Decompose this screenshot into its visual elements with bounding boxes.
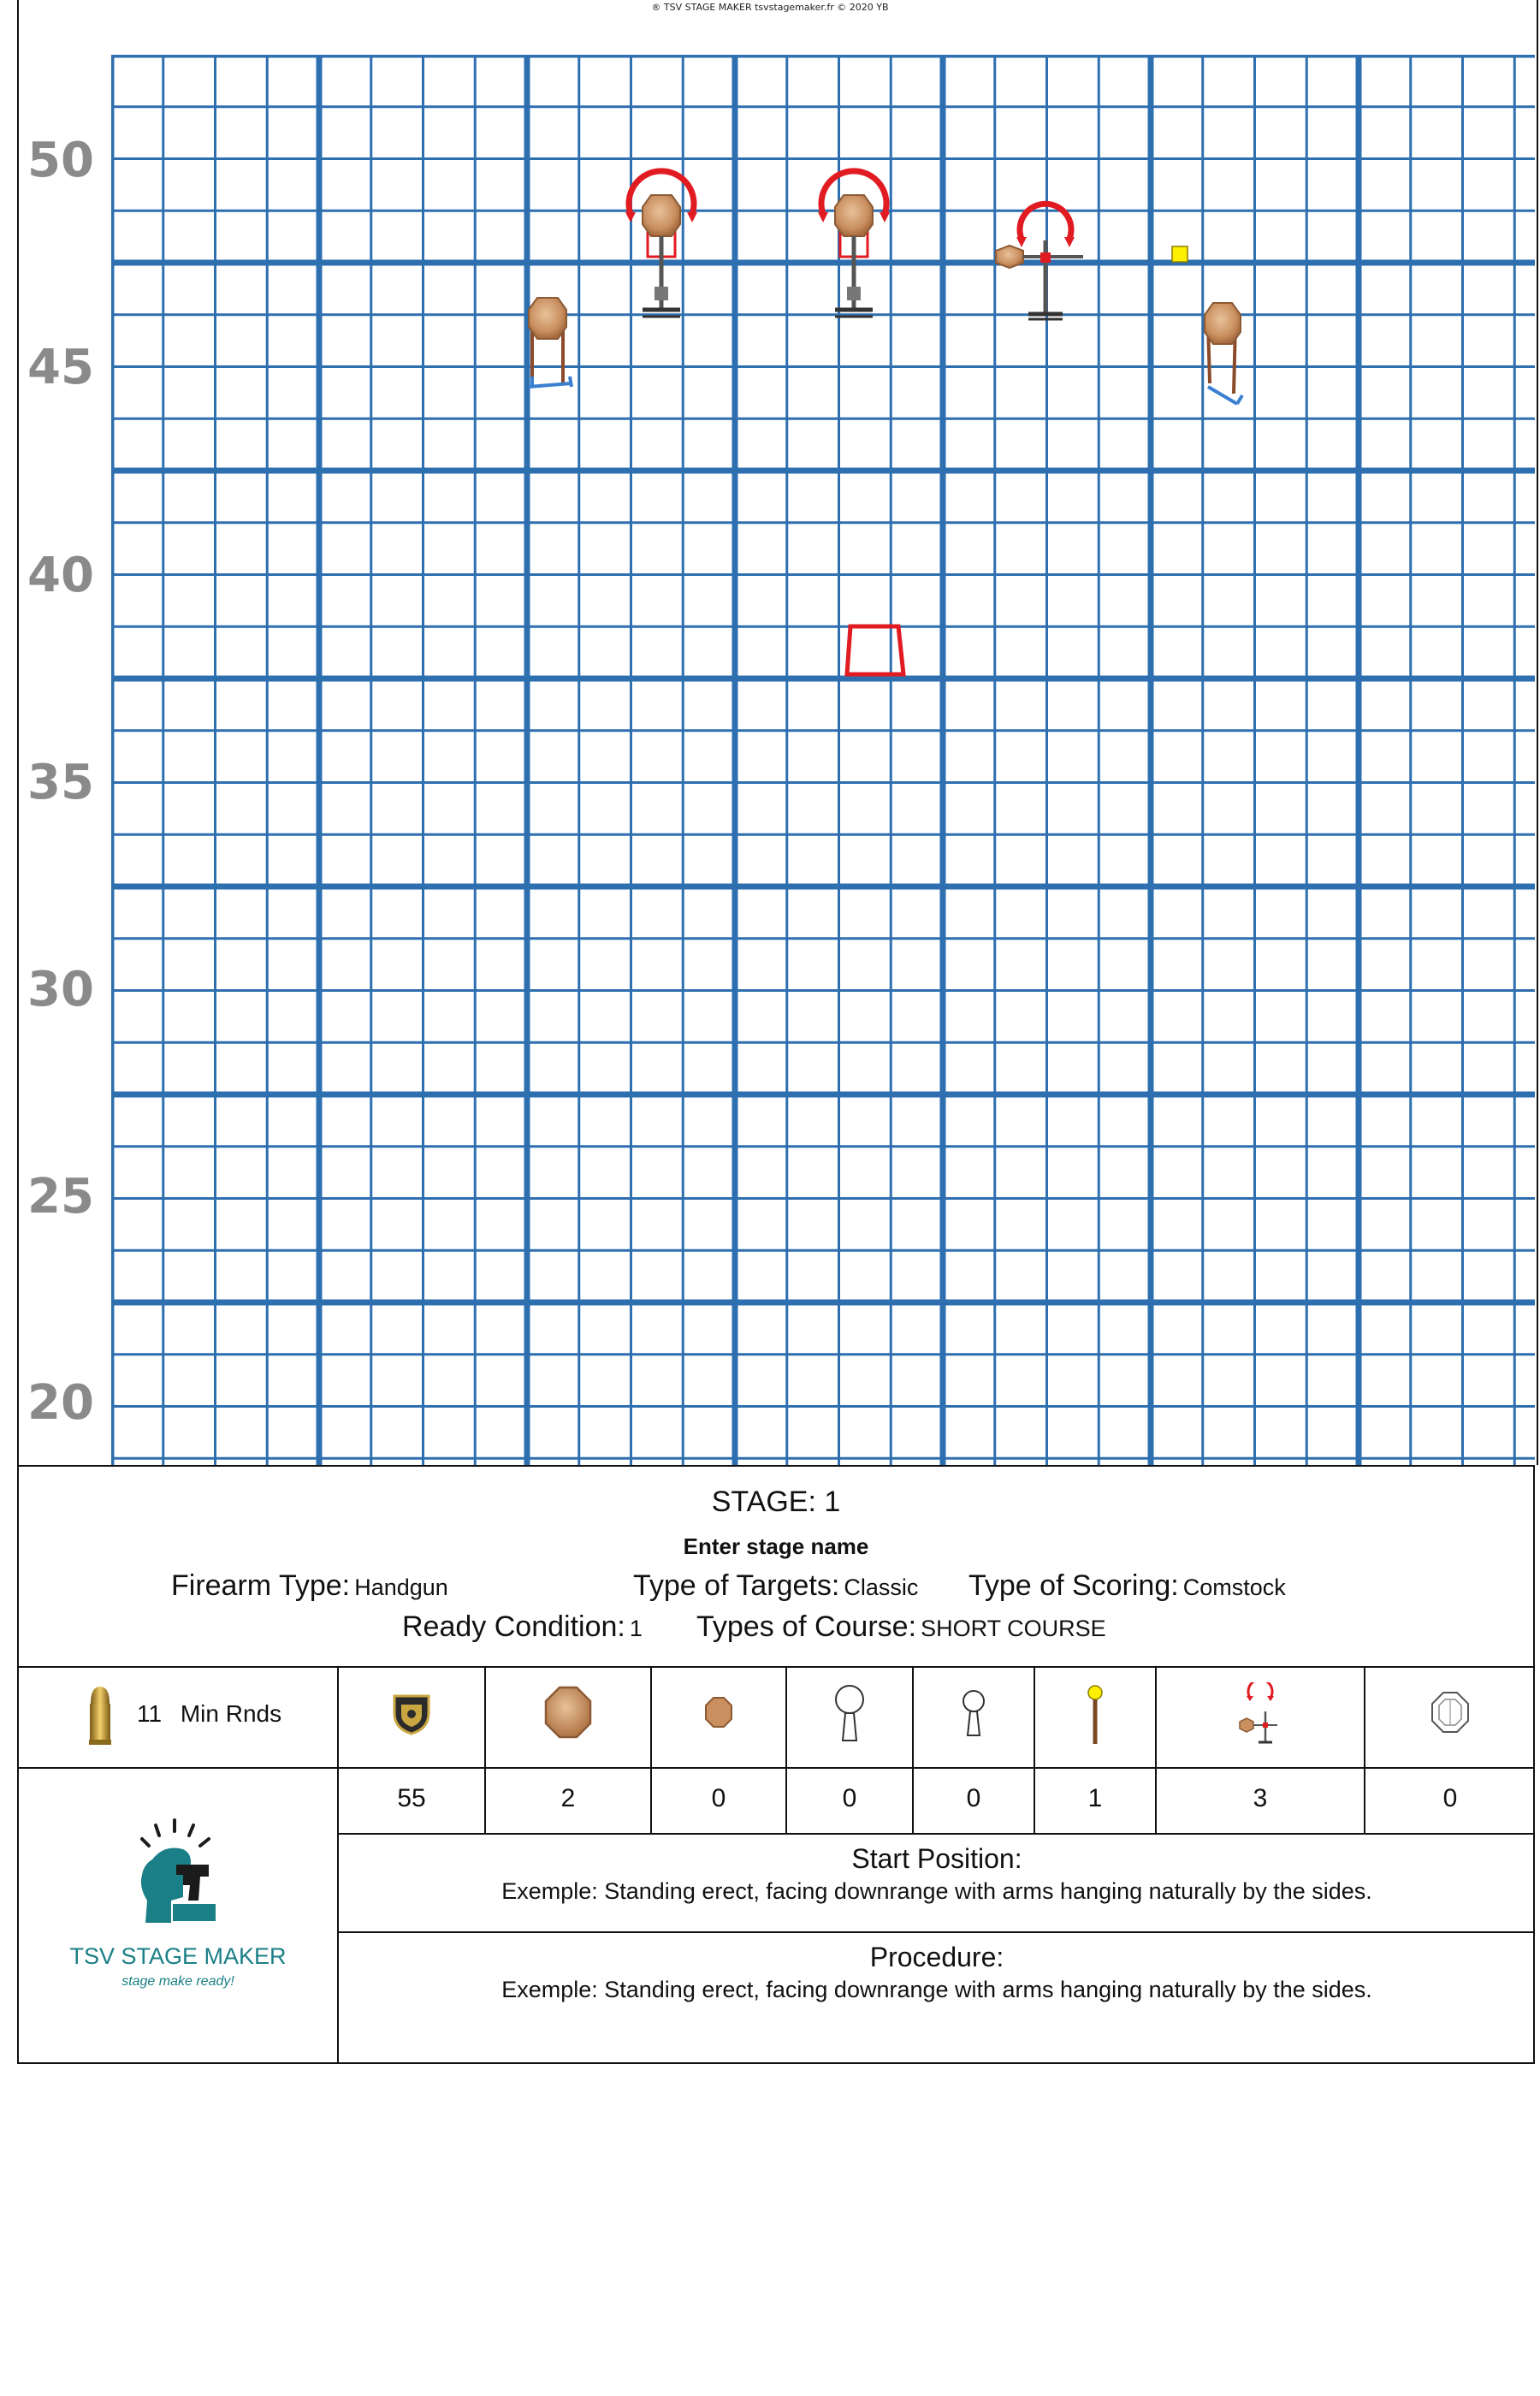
count-points[interactable]: 55 xyxy=(397,1784,426,1812)
logo-title: TSV STAGE MAKER xyxy=(69,1943,287,1969)
stage-name-field[interactable]: Enter stage name xyxy=(683,1533,869,1559)
min-rounds-cell xyxy=(19,1668,337,1767)
logo-cell xyxy=(19,1769,337,2062)
classic-target-icon xyxy=(544,1686,592,1739)
tsv-logo-icon xyxy=(127,1815,228,1931)
min-rounds-count: 11 xyxy=(137,1700,163,1727)
course-type-field[interactable] xyxy=(696,1610,1106,1644)
y-label-45: 45 xyxy=(27,340,94,395)
scoring-type-label: Type of Scoring: xyxy=(968,1569,1179,1602)
target-column-points[interactable] xyxy=(339,1693,484,1735)
points-badge-icon xyxy=(393,1693,430,1735)
target-column-stick[interactable] xyxy=(1035,1684,1155,1746)
stage-info-panel xyxy=(17,1465,1535,2064)
stick-marker-icon[interactable] xyxy=(1172,246,1188,262)
start-position-text: Exemple: Standing erect, facing downrange with arms hanging naturally by the sides. xyxy=(501,1878,1372,1904)
static-target-icon[interactable] xyxy=(1205,303,1242,404)
target-type-value: Classic xyxy=(844,1575,919,1600)
start-position-title: Start Position: xyxy=(851,1843,1022,1874)
scoring-type-field[interactable] xyxy=(968,1569,1286,1603)
y-label-40: 40 xyxy=(27,548,94,603)
y-label-25: 25 xyxy=(27,1169,94,1225)
static-target-icon[interactable] xyxy=(529,298,572,387)
fault-line-stick-icon xyxy=(1086,1684,1105,1746)
count-classic[interactable]: 2 xyxy=(560,1784,576,1812)
procedure-field[interactable] xyxy=(339,1933,1535,2062)
target-type-field[interactable] xyxy=(633,1569,918,1603)
target-type-label: Type of Targets: xyxy=(633,1569,840,1602)
stage-title-line xyxy=(19,1486,1533,1519)
swinger-target-icon[interactable] xyxy=(818,171,890,317)
mini-target-icon xyxy=(704,1696,733,1729)
target-column-mini-popper[interactable] xyxy=(914,1689,1034,1739)
y-label-30: 30 xyxy=(27,962,94,1017)
start-position-box[interactable] xyxy=(847,626,903,674)
firearm-type-field[interactable] xyxy=(171,1569,448,1603)
min-rounds-label: Min Rnds xyxy=(180,1700,282,1727)
start-position-field[interactable] xyxy=(339,1835,1535,1931)
target-column-swinger[interactable] xyxy=(1157,1682,1364,1749)
swinger-target-icon xyxy=(1235,1682,1286,1749)
ready-condition-label: Ready Condition: xyxy=(402,1610,625,1643)
count-stick[interactable]: 1 xyxy=(1087,1784,1103,1812)
stage-number[interactable]: 1 xyxy=(824,1486,841,1518)
logo-tagline: stage make ready! xyxy=(121,1974,234,1989)
procedure-title: Procedure: xyxy=(869,1942,1004,1972)
target-column-popper[interactable] xyxy=(787,1684,912,1744)
target-column-mini[interactable] xyxy=(652,1696,785,1729)
firearm-type-label: Firearm Type: xyxy=(171,1569,351,1602)
y-label-35: 35 xyxy=(27,755,94,810)
course-type-label: Types of Course: xyxy=(696,1610,917,1643)
bullet-icon xyxy=(86,1685,115,1747)
procedure-text: Exemple: Standing erect, facing downrange with arms hanging naturally by the sides. xyxy=(501,1977,1372,2002)
ready-condition-value: 1 xyxy=(629,1616,643,1641)
target-column-no-shoot[interactable] xyxy=(1365,1691,1535,1734)
count-no-shoot[interactable]: 0 xyxy=(1442,1784,1458,1812)
y-label-20: 20 xyxy=(27,1375,94,1431)
course-type-value: SHORT COURSE xyxy=(921,1616,1106,1641)
popper-icon xyxy=(833,1684,866,1744)
scoring-type-value: Comstock xyxy=(1182,1575,1286,1600)
target-column-classic[interactable] xyxy=(486,1686,650,1739)
swinger-target-icon[interactable] xyxy=(996,204,1083,319)
count-mini-popper[interactable]: 0 xyxy=(966,1784,981,1812)
mini-popper-icon xyxy=(961,1689,986,1739)
no-shoot-target-icon xyxy=(1430,1691,1470,1734)
copyright-notice: ® TSV STAGE MAKER tsvstagemaker.fr © 2020 YB xyxy=(651,2,889,13)
swinger-target-icon[interactable] xyxy=(625,171,697,317)
count-popper[interactable]: 0 xyxy=(842,1784,857,1812)
ready-condition-field[interactable] xyxy=(402,1610,643,1644)
count-swinger[interactable]: 3 xyxy=(1253,1784,1268,1812)
stage-label: STAGE: xyxy=(711,1486,816,1518)
count-mini[interactable]: 0 xyxy=(711,1784,726,1812)
y-label-50: 50 xyxy=(27,133,94,188)
firearm-type-value: Handgun xyxy=(354,1575,448,1600)
